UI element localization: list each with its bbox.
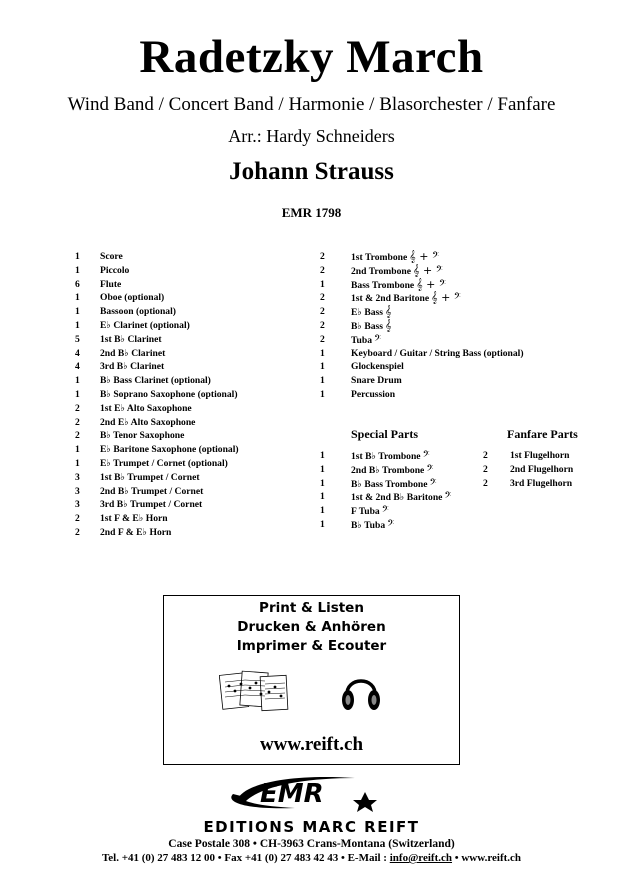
- contact-phone-fax: Tel. +41 (0) 27 483 12 00 • Fax +41 (0) 27 483 42 43 • E-Mail :: [101, 852, 390, 864]
- part-name: [100, 333, 162, 346]
- part-name-text: 2nd B♭ Clarinet: [100, 347, 166, 359]
- clef-icon: 𝄞: [385, 305, 392, 319]
- part-name-text: Flute: [100, 278, 122, 290]
- part-quantity: 2: [320, 251, 325, 262]
- part-name-text: Glockenspiel: [351, 361, 404, 373]
- part-name-text: 3rd B♭ Clarinet: [100, 361, 165, 373]
- part-name: [100, 526, 171, 539]
- part-name-text: Snare Drum: [351, 375, 402, 387]
- part-name-text: 2nd Trombone: [351, 265, 411, 277]
- part-name: [100, 250, 123, 263]
- part-name: [100, 374, 211, 387]
- clef-icon: 𝄢: [429, 476, 437, 490]
- part-quantity: 1: [320, 278, 325, 290]
- part-quantity: 2: [75, 402, 80, 414]
- clef-icon: 𝄢: [422, 449, 430, 462]
- clef-icon: 𝄢: [381, 504, 389, 518]
- promo-line-english: Print & Listen: [259, 600, 364, 616]
- part-name: [351, 477, 437, 491]
- contact-website[interactable]: • www.reift.ch: [452, 852, 522, 864]
- part-name-text: 1st Flugelhorn: [510, 450, 570, 461]
- part-quantity: 2: [483, 463, 488, 475]
- part-name: [351, 333, 381, 347]
- part-name: [100, 347, 165, 360]
- part-name: [100, 291, 164, 304]
- part-quantity: 1: [320, 375, 325, 387]
- part-quantity: 1: [75, 292, 80, 304]
- part-name: [100, 512, 168, 525]
- part-name-text: E♭ Baritone Saxophone (optional): [100, 444, 239, 456]
- emr-logo: [215, 772, 395, 812]
- part-name-text: F Tuba: [351, 506, 380, 518]
- part-quantity: 1: [75, 251, 80, 262]
- part-quantity: 2: [320, 333, 325, 345]
- part-quantity: 3: [75, 471, 80, 483]
- part-name: [100, 264, 129, 277]
- clef-icon: 𝄢: [387, 518, 395, 531]
- part-quantity: 1: [75, 458, 80, 469]
- part-name-text: Bass Trombone: [351, 279, 415, 291]
- part-name: [351, 490, 452, 504]
- part-quantity: 3: [75, 485, 80, 497]
- part-name: [351, 278, 446, 292]
- subtitle: Wind Band / Concert Band / Harmonie / Blasorchester / Fanfare: [67, 94, 556, 115]
- part-name: [100, 471, 200, 484]
- fanfare-parts-heading: Fanfare Parts: [507, 427, 578, 441]
- arranger: Arr.: Hardy Schneiders: [228, 126, 395, 146]
- part-name: [100, 443, 239, 456]
- publisher-address: Case Postale 308 • CH-3963 Crans-Montana (Switzerland): [168, 838, 455, 850]
- email-link[interactable]: info@reift.ch: [389, 852, 453, 864]
- clef-icon: 𝄢: [444, 490, 452, 504]
- part-quantity: 2: [75, 416, 80, 428]
- part-quantity: 1: [75, 320, 80, 331]
- part-name-text: Score: [100, 251, 123, 262]
- part-quantity: 1: [75, 375, 80, 387]
- part-name: [351, 449, 430, 463]
- promo-line-french: Imprimer & Ecouter: [236, 638, 387, 654]
- part-name: [100, 360, 164, 373]
- clef-icon: 𝄞: [385, 319, 392, 332]
- part-quantity: 2: [75, 527, 80, 538]
- part-quantity: 2: [320, 264, 325, 276]
- part-quantity: 4: [75, 361, 80, 373]
- part-name-text: 1st B♭ Clarinet: [100, 333, 162, 345]
- print-listen-box: [163, 595, 460, 765]
- part-name-text: Piccolo: [100, 264, 130, 276]
- part-quantity: 1: [320, 450, 325, 461]
- part-name: [351, 518, 394, 532]
- part-name: [351, 305, 392, 319]
- part-name: [351, 504, 389, 518]
- part-name: [100, 498, 202, 511]
- part-quantity: 1: [320, 519, 325, 530]
- publisher-contact: [0, 852, 623, 864]
- part-name-text: 1st & 2nd B♭ Baritone: [351, 492, 443, 504]
- part-name: [351, 250, 439, 264]
- part-name-text: 2nd E♭ Alto Saxophone: [100, 416, 196, 428]
- part-name-text: E♭ Trumpet / Cornet (optional): [100, 458, 228, 469]
- part-quantity: 3: [75, 499, 80, 511]
- part-name: [351, 291, 461, 305]
- part-name: [100, 278, 121, 291]
- part-quantity: 6: [75, 278, 80, 290]
- logo-text: EMR: [260, 779, 324, 809]
- promo-url[interactable]: www.reift.ch: [259, 734, 364, 755]
- part-name: [100, 402, 192, 415]
- part-name-text: 2nd Flugelhorn: [510, 463, 574, 475]
- part-name: [351, 388, 395, 401]
- catalog-number: EMR 1798: [281, 205, 342, 220]
- part-name: [100, 429, 184, 442]
- part-name: [510, 449, 569, 462]
- part-quantity: 2: [483, 450, 488, 461]
- page-title: Radetzky March: [139, 31, 484, 83]
- part-name: [510, 463, 573, 476]
- part-name-text: 2nd F & E♭ Horn: [100, 527, 172, 538]
- clef-icon: 𝄞 + 𝄢: [409, 250, 440, 263]
- clef-icon: 𝄢: [374, 332, 382, 346]
- part-name: [100, 485, 203, 498]
- clef-icon: 𝄞 + 𝄢: [412, 263, 443, 277]
- part-quantity: 2: [320, 292, 325, 304]
- part-name-text: Oboe (optional): [100, 292, 165, 304]
- part-name: [100, 388, 238, 401]
- part-name-text: Bassoon (optional): [100, 306, 176, 318]
- part-name-text: B♭ Tuba: [351, 520, 386, 531]
- part-quantity: 1: [320, 477, 325, 489]
- part-quantity: 2: [75, 513, 80, 525]
- part-quantity: 1: [320, 491, 325, 503]
- composer: Johann Strauss: [229, 158, 394, 185]
- part-name-text: 1st B♭ Trombone: [351, 451, 421, 462]
- part-quantity: 1: [320, 389, 325, 400]
- promo-line-german: Drucken & Anhören: [237, 619, 386, 635]
- part-quantity: 1: [75, 444, 80, 456]
- part-name: [351, 374, 402, 387]
- special-parts-heading: Special Parts: [351, 427, 418, 441]
- part-name-text: 2nd B♭ Trombone: [351, 464, 425, 476]
- part-name: [100, 305, 176, 318]
- part-name-text: 3rd Flugelhorn: [510, 477, 573, 489]
- part-name-text: B♭ Tenor Saxophone: [100, 430, 185, 442]
- part-name: [351, 264, 443, 278]
- part-name-text: E♭ Bass: [351, 307, 383, 319]
- part-name: [100, 457, 228, 470]
- part-name-text: Keyboard / Guitar / String Bass (optional): [351, 347, 524, 359]
- part-quantity: 1: [320, 347, 325, 359]
- clef-icon: 𝄢: [426, 462, 434, 476]
- part-name-text: 1st Trombone: [351, 252, 408, 263]
- part-quantity: 1: [75, 389, 80, 400]
- part-name: [100, 319, 190, 332]
- part-quantity: 2: [320, 320, 325, 331]
- part-name: [100, 416, 195, 429]
- part-quantity: 1: [75, 306, 80, 318]
- part-quantity: 1: [320, 505, 325, 517]
- part-name-text: 1st & 2nd Baritone: [351, 293, 430, 305]
- part-name-text: E♭ Clarinet (optional): [100, 320, 190, 331]
- part-quantity: 1: [320, 463, 325, 475]
- part-name-text: B♭ Bass Trombone: [351, 478, 428, 490]
- clef-icon: 𝄞 + 𝄢: [416, 277, 446, 291]
- part-quantity: 2: [483, 477, 488, 489]
- part-name-text: Percussion: [351, 389, 396, 400]
- part-name-text: 1st B♭ Trumpet / Cornet: [100, 471, 200, 483]
- part-quantity: 1: [320, 361, 325, 373]
- part-quantity: 2: [75, 430, 80, 442]
- part-name-text: B♭ Soprano Saxophone (optional): [100, 389, 238, 400]
- part-name-text: Tuba: [351, 334, 372, 346]
- part-name: [351, 319, 392, 333]
- part-name-text: 1st E♭ Alto Saxophone: [100, 402, 192, 414]
- part-quantity: 2: [320, 306, 325, 318]
- part-name-text: 3rd B♭ Trumpet / Cornet: [100, 499, 203, 511]
- clef-icon: 𝄞 + 𝄢: [431, 291, 461, 305]
- part-name-text: 2nd B♭ Trumpet / Cornet: [100, 485, 204, 497]
- part-quantity: 1: [75, 264, 80, 276]
- part-name: [351, 463, 433, 477]
- part-name: [510, 477, 572, 490]
- part-quantity: 4: [75, 347, 80, 359]
- headphones-icon: [339, 666, 383, 718]
- sheet-music-icon: [219, 668, 299, 718]
- part-name: [351, 347, 524, 360]
- publisher-name: EDITIONS MARC REIFT: [203, 818, 420, 836]
- part-name: [351, 360, 404, 373]
- part-name-text: B♭ Bass Clarinet (optional): [100, 375, 211, 387]
- part-name-text: 1st F & E♭ Horn: [100, 513, 168, 525]
- part-quantity: 5: [75, 333, 80, 345]
- part-name-text: B♭ Bass: [351, 321, 383, 332]
